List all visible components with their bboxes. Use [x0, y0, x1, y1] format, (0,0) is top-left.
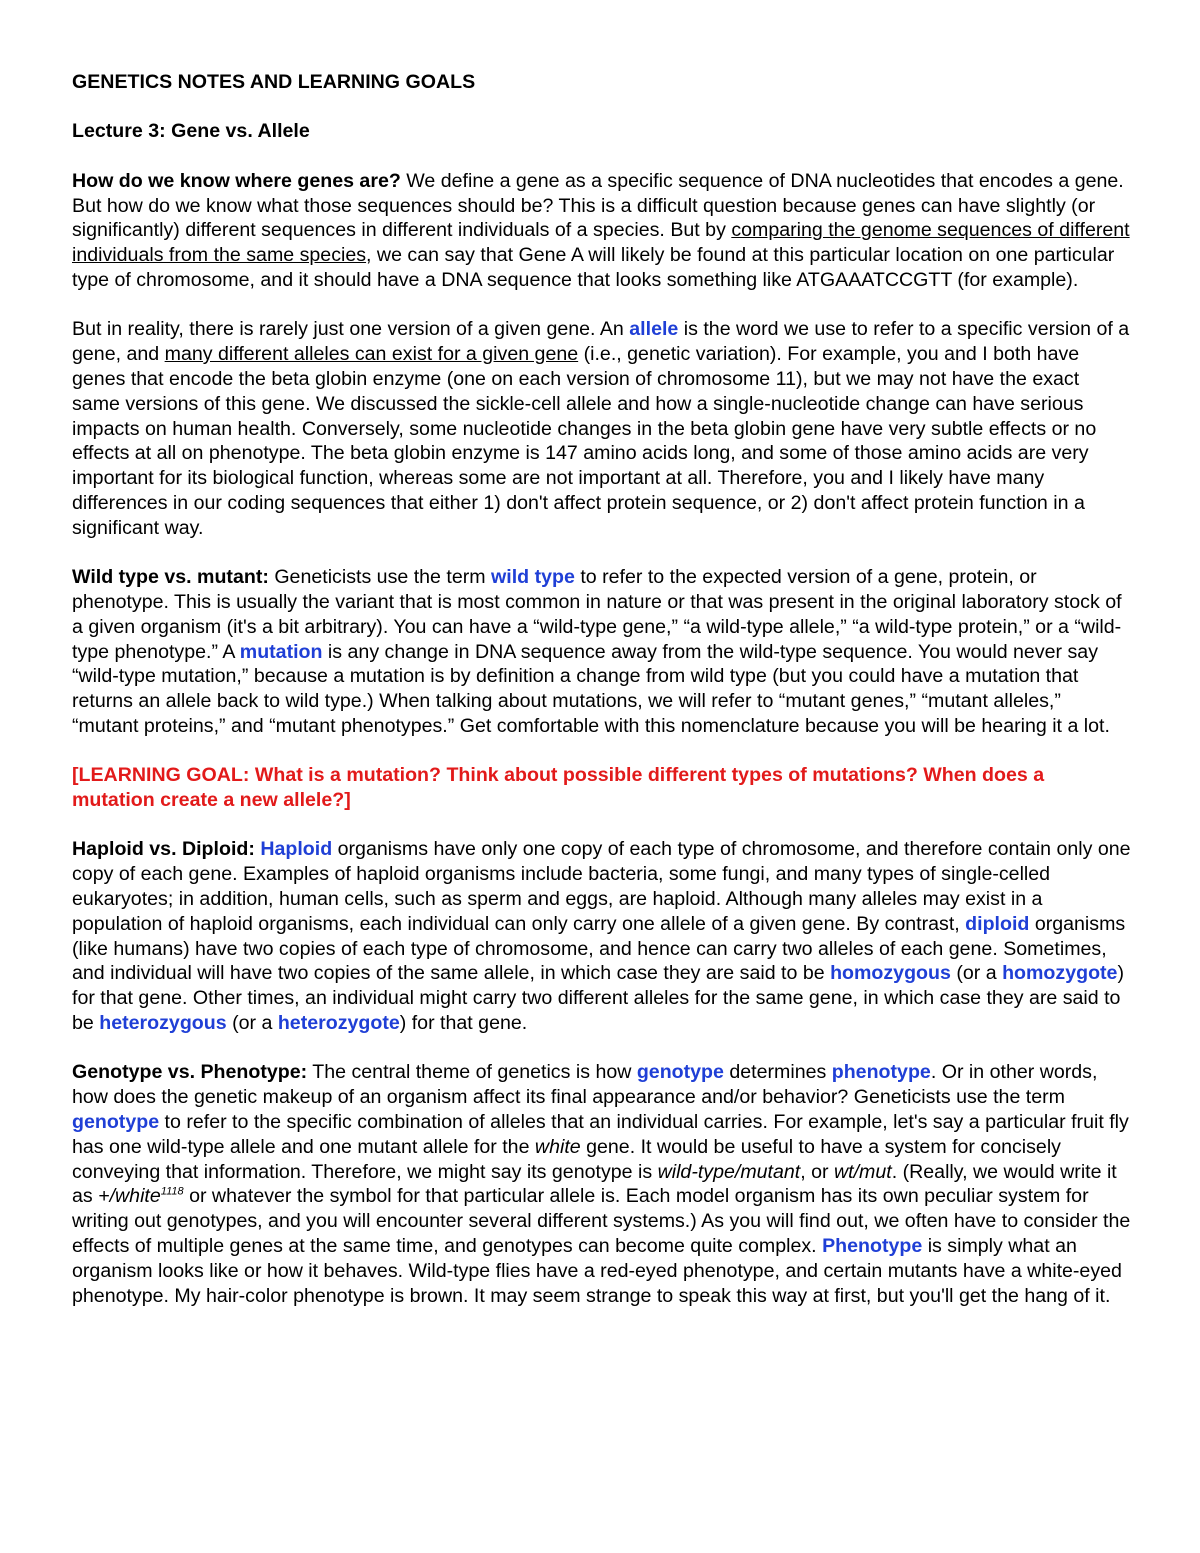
paragraph-text: to refer to the specific combination of alleles that an individual carries. For example, let's say a particular fruit fly has one wild-type allele and one mutant allele for the	[72, 1111, 1129, 1158]
paragraph-text: , we can say that Gene A will likely be found at this particular location on one particular type of chromosome, and it should have a DNA sequence that looks something like ATGAAATCCGTT (for example).	[72, 244, 1115, 291]
paragraph-text: determines	[723, 1061, 832, 1084]
paragraph-text: (or a	[226, 1012, 278, 1035]
paragraph-allele	[72, 317, 1132, 540]
term-haploid: Haploid	[260, 838, 333, 861]
paragraph-wild-type-vs-mutant	[72, 565, 1132, 739]
term-phenotype: phenotype	[831, 1061, 931, 1084]
paragraph-text: ) for that gene. Other times, an individual might carry two different alleles for the same gene, in which case they are said to be	[72, 962, 1124, 1035]
lecture-heading: Lecture 3: Gene vs. Allele	[72, 120, 310, 143]
term-heterozygote: heterozygote	[277, 1012, 400, 1035]
term-wild-type: wild type	[491, 566, 575, 589]
paragraph-text: (or a	[950, 962, 1003, 985]
term-allele: allele	[629, 318, 679, 341]
paragraph-text: or whatever the symbol for that particular allele is. Each model organism has its own peculiar system for writing out genotypes, and you will encounter several different systems.) As you will find out, we often have to consider the effects of multiple genes at the same time, and genotypes can become quite complex.	[72, 1185, 1131, 1258]
underlined-text: many different alleles can exist for a given gene	[164, 343, 579, 366]
term-homozygous: homozygous	[830, 962, 951, 985]
term-genotype: genotype	[72, 1111, 160, 1134]
italic-genotype: wild-type/mutant	[657, 1160, 801, 1183]
learning-goal: [LEARNING GOAL: What is a mutation? Think about possible different types of mutations? When does a mutation create a new allele?]	[72, 764, 1045, 812]
paragraph-heading: How do we know where genes are?	[72, 169, 401, 192]
term-heterozygous: heterozygous	[99, 1012, 227, 1035]
paragraph-text: (i.e., genetic variation). For example, you and I both have genes that encode the beta globin enzyme (one on each version of chromosome 11), but we may not have the exact same versions of this gene. We discussed the sickle-cell allele and how a single-nucleotide change can have serious impacts on human health. Conversely, some nucleotide changes in the beta globin gene have very subtle effects or no effects at all on phenotype. The beta globin enzyme is 147 amino acids long, and some of those amino acids are very important for its biological function, whereas some are not important at all. Therefore, you and I likely have many differences in our coding sequences that either 1) don't affect protein sequence, or 2) don't affect protein function in a significant way.	[72, 343, 1097, 539]
paragraph-text: . (Really, we would write it as	[72, 1160, 1117, 1208]
italic-gene-name: white	[534, 1135, 581, 1158]
italic-genotype: wt/mut	[834, 1160, 892, 1183]
paragraph-text: . Or in other words, how does the genetic makeup of an organism affect its final appearance and/or behavior? Geneticists use the term	[72, 1061, 1098, 1109]
paragraph-text: organisms (like humans) have two copies of each type of chromosome, and hence can carry two alleles of each gene. Sometimes, and individual will have two copies of the same allele, in which case they are said to be	[72, 912, 1126, 985]
paragraph-text: Geneticists use the term	[268, 566, 492, 589]
term-diploid: diploid	[965, 912, 1030, 935]
allele-superscript: 1118	[160, 1185, 184, 1198]
paragraph-text: , or	[800, 1160, 835, 1183]
paragraph-text: to refer to the expected version of a gene, protein, or phenotype. This is usually the variant that is most common in nature or that was present in the original laboratory stock of a given organism (it's a bit arbitrary). You can have a “wild-type gene,” “a wild-type allele,” “a wild-type protein,” or a “wild-type phenotype.” A	[72, 566, 1122, 663]
paragraph-genotype-vs-phenotype	[72, 1060, 1132, 1308]
paragraph-text: is any change in DNA sequence away from the wild-type sequence. You would never say “wild-type mutation,” because a mutation is by definition a change from wild type (but you could have a mutation that returns an allele back to wild type.) When talking about mutations, we will refer to “mutant genes,” “mutant alleles,” “mutant proteins,” and “mutant phenotypes.” Get comfortable with this nomenclature because you will be hearing it a lot.	[72, 640, 1110, 737]
paragraph-haploid-vs-diploid	[72, 837, 1132, 1035]
paragraph-heading: Wild type vs. mutant:	[72, 566, 269, 589]
paragraph-text: But in reality, there is rarely just one version of a given gene. An	[72, 318, 630, 341]
paragraph-text: is the word we use to refer to a specific version of a gene, and	[72, 318, 1130, 366]
paragraph-text: We define a gene as a specific sequence of DNA nucleotides that encodes a gene. But how do we know what those sequences should be? This is a difficult question because genes can have slightly (or significantly) different sequences in different individuals of a species. But by	[72, 169, 1124, 242]
term-phenotype: Phenotype	[822, 1235, 923, 1258]
paragraph-gene-location	[72, 169, 1132, 293]
term-homozygote: homozygote	[1002, 962, 1118, 985]
paragraph-text: ) for that gene.	[399, 1012, 528, 1035]
italic-genotype: +/white	[98, 1185, 161, 1208]
paragraph-text: is simply what an organism looks like or how it behaves. Wild-type flies have a red-eyed phenotype, and certain mutants have a white-eyed phenotype. My hair-color phenotype is brown. It may seem strange to speak this way at first, but you'll get the hang of it.	[72, 1235, 1122, 1307]
term-mutation: mutation	[239, 640, 323, 663]
underlined-text: comparing the genome sequences of different individuals from the same species	[72, 219, 1130, 267]
term-genotype: genotype	[636, 1061, 724, 1084]
paragraph-text: The central theme of genetics is how	[307, 1061, 637, 1084]
paragraph-heading: Haploid vs. Diploid:	[72, 838, 255, 861]
paragraph-text: gene. It would be useful to have a system for concisely conveying that information. Therefore, we might say its genotype is	[72, 1135, 1061, 1183]
document-title: GENETICS NOTES AND LEARNING GOALS	[72, 71, 476, 93]
paragraph-text: organisms have only one copy of each type of chromosome, and therefore contain only one copy of each gene. Examples of haploid organisms include bacteria, some fungi, and many types of single-celled eukaryotes; in addition, human cells, such as sperm and eggs, are haploid. Although many alleles may exist in a population of haploid organisms, each individual can only carry one allele of a given gene. By contrast,	[72, 838, 1131, 935]
paragraph-heading: Genotype vs. Phenotype:	[72, 1061, 308, 1084]
